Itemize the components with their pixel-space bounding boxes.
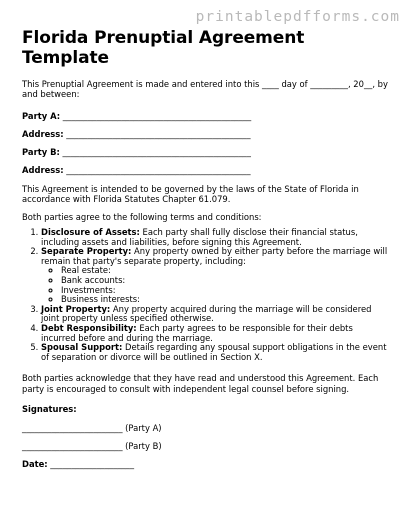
term-text: Any property owned by either party before the marriage will remain that party's separate property, including: bbox=[41, 246, 388, 266]
party-b-address-label: Address: bbox=[22, 164, 64, 175]
party-b-field bbox=[22, 147, 390, 157]
term-heading: Disclosure of Assets: bbox=[41, 227, 140, 238]
term-heading: Separate Property: bbox=[41, 246, 132, 257]
party-b-address-line: ____________________________________________ bbox=[63, 164, 251, 175]
terms-list bbox=[22, 228, 390, 362]
term-item bbox=[41, 305, 390, 324]
signatures-heading: Signatures: bbox=[22, 404, 77, 415]
date-label: Date: bbox=[22, 459, 48, 470]
party-b-line: _____________________________________________ bbox=[59, 146, 251, 157]
governing-law-paragraph: This Agreement is intended to be governed by the laws of the State of Florida in accordance with Florida Statutes Chapter 61.079. bbox=[22, 183, 359, 205]
intro-paragraph: This Prenuptial Agreement is made and entered into this ____ day of _________, 20__, by and between: bbox=[22, 79, 388, 100]
separate-property-item: ◦ Bank accounts: bbox=[61, 276, 390, 286]
term-heading: Debt Responsibility: bbox=[41, 322, 137, 333]
party-a-address-label: Address: bbox=[22, 128, 64, 139]
term-text: Each party agrees to be responsible for their debts incurred before and during the marriage. bbox=[41, 322, 353, 343]
term-item bbox=[41, 228, 390, 247]
party-a-label: Party A: bbox=[22, 110, 61, 121]
date-field bbox=[22, 459, 390, 469]
terms-intro: Both parties agree to the following terms and conditions: bbox=[22, 211, 262, 222]
term-item bbox=[41, 343, 390, 362]
term-text: Details regarding any spousal support obligations in the event of separation or divorce will be outlined in Section X. bbox=[41, 342, 387, 362]
term-text: Any property acquired during the marriage will be considered joint property unless specified otherwise. bbox=[41, 303, 372, 324]
term-item bbox=[41, 247, 390, 305]
party-a-address-field bbox=[22, 129, 390, 139]
party-a-line: _____________________________________________ bbox=[60, 110, 252, 121]
term-heading: Joint Property: bbox=[41, 303, 111, 314]
party-b-label: Party B: bbox=[22, 146, 60, 157]
date-line: ____________________ bbox=[47, 459, 135, 470]
term-heading: Spousal Support: bbox=[41, 342, 123, 353]
separate-property-list bbox=[41, 266, 390, 304]
acknowledgement-paragraph: Both parties acknowledge that they have read and understood this Agreement. Each party is encouraged to consult with independent legal counsel before signing. bbox=[22, 373, 379, 394]
party-a-address-line: ____________________________________________ bbox=[63, 128, 251, 139]
separate-property-item: ◦ Business interests: bbox=[61, 295, 390, 305]
party-a-signature-line: ________________________ (Party A) bbox=[22, 423, 162, 434]
separate-property-item: ◦ Investments: bbox=[61, 286, 390, 296]
party-a-field bbox=[22, 111, 390, 121]
party-b-signature-line: ________________________ (Party B) bbox=[22, 441, 162, 452]
watermark: printablepdfforms.com bbox=[195, 9, 400, 25]
term-text: Each party shall fully disclose their financial status, including assets and liabilities, before signing this Agreement. bbox=[41, 227, 358, 247]
separate-property-item: ◦ Real estate: bbox=[61, 266, 390, 276]
document-title: Florida Prenuptial Agreement Template bbox=[22, 28, 305, 68]
document-page bbox=[22, 28, 390, 469]
party-b-address-field bbox=[22, 165, 390, 175]
term-item bbox=[41, 324, 390, 343]
